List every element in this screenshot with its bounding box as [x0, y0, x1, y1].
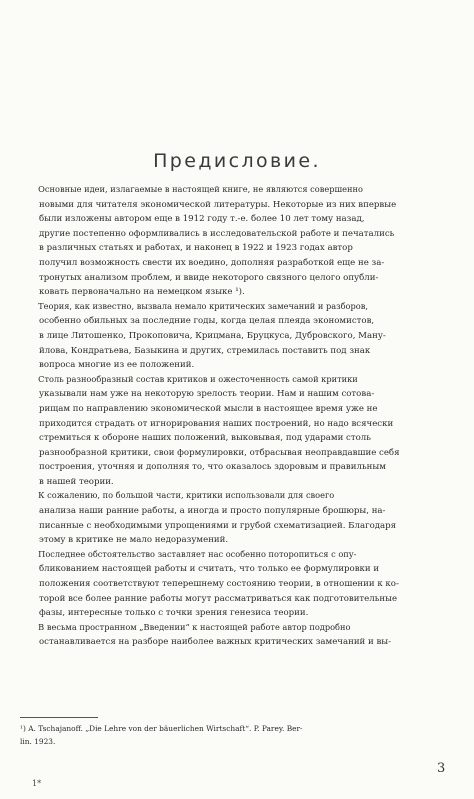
page-number: 3	[437, 761, 446, 776]
text-line: Основные идеи, излагаемые в настоящей книге, не являются совершенно	[38, 185, 363, 195]
footnote	[20, 723, 457, 748]
text-line: анализа наши ранние работы, а иногда и просто популярные брошюры, на-	[39, 506, 386, 517]
text-line: указывали нам уже на некоторую зрелость теории. Нам и нашим сотова-	[39, 389, 375, 400]
text-line: бликованием настоящей работы и считать, что только ее формулировки и	[39, 564, 380, 575]
text-line: были изложены автором еще в 1912 году т.-е. более 10 лет тому назад,	[39, 214, 365, 225]
paragraph	[20, 373, 457, 490]
text-line: писанные с необходимыми упрощениями и грубой схематизацией. Благодаря	[39, 520, 397, 531]
text-line: приходится страдать от игнорирования наших построений, но надо всячески	[39, 418, 394, 429]
text-line: К сожалению, по большой части, критики использовали для своего	[38, 491, 335, 502]
text-line: торой все более ранние работы могут рассматриваться как подготовительные	[39, 593, 398, 604]
paragraph	[20, 183, 457, 300]
text-line: Столь разнообразный состав критиков и ожесточенность самой критики	[38, 374, 358, 385]
text-line: особенно обильных за последние годы, когда целая плеяда экономистов,	[39, 316, 375, 327]
printer-signature-mark: 1*	[32, 779, 42, 788]
text-line: стремиться к обороне наших положений, выковывая, под ударами столь	[39, 433, 371, 444]
paragraph	[20, 621, 457, 650]
text-line: Последнее обстоятельство заставляет нас особенно поторопиться с опу-	[38, 549, 357, 560]
main-text	[20, 183, 457, 650]
text-line: йлова, Кондратьева, Базыкина и других, стремилась поставить под знак	[39, 345, 371, 356]
footnote-divider	[20, 717, 98, 718]
text-line: новыми для читателя экономической литературы. Некоторые из них впервые	[39, 199, 397, 210]
text-line: останавливается на разборе наиболее важных критических замечаний и вы-	[39, 637, 392, 648]
text-line: тронутых анализом проблем, и ввиде некоторого связного целого опубли-	[39, 272, 379, 283]
text-line: в лице Литошенко, Прокоповича, Крицмана, Бруцкуса, Дубровского, Ману-	[39, 330, 386, 341]
text-line: рищам по направлению экономической мысли в настоящее время уже не	[39, 403, 378, 414]
footnote-line: ¹) A. Tschajanoff. „Die Lehre von der bäuerlichen Wirtschaft“. P. Parey. Ber-	[20, 724, 303, 733]
text-line: разнообразной критики, свои формулировки, отбрасывая неоправдавшие себя	[39, 447, 400, 458]
text-line: построения, уточняя и дополняя то, что оказалось здоровым и правильным	[39, 462, 386, 473]
text-line: в различных статьях и работах, и наконец в 1922 и 1923 годах автор	[39, 243, 353, 254]
text-line: вопроса многие из ее положений.	[39, 360, 195, 371]
footnote-line: lin. 1923.	[20, 736, 56, 746]
text-line: получил возможность свести их воедино, дополняя разработкой еще не за-	[39, 257, 385, 268]
text-line: положения соответствуют теперешнему состоянию теории, в отношении к ко-	[39, 579, 399, 590]
text-line: В весьма пространном „Введении“ к настоящей работе автор подробно	[38, 622, 351, 633]
paragraph	[20, 300, 457, 373]
text-line: фазы, интересные только с точки зрения генезиса теории.	[39, 608, 309, 619]
text-line: в нашей теории.	[39, 476, 114, 487]
text-line: этому в критике не мало недоразумений.	[39, 535, 229, 546]
text-line: ковать первоначально на немецком языке ¹).	[39, 287, 245, 298]
paragraph	[20, 489, 457, 547]
text-line: другие постепенно оформливались в исследовательской работе и печатались	[39, 228, 395, 239]
text-line: Теория, как известно, вызвала немало критических замечаний и разборов,	[38, 301, 368, 312]
page-title: Предисловие.	[153, 150, 321, 172]
paragraph	[20, 548, 457, 621]
